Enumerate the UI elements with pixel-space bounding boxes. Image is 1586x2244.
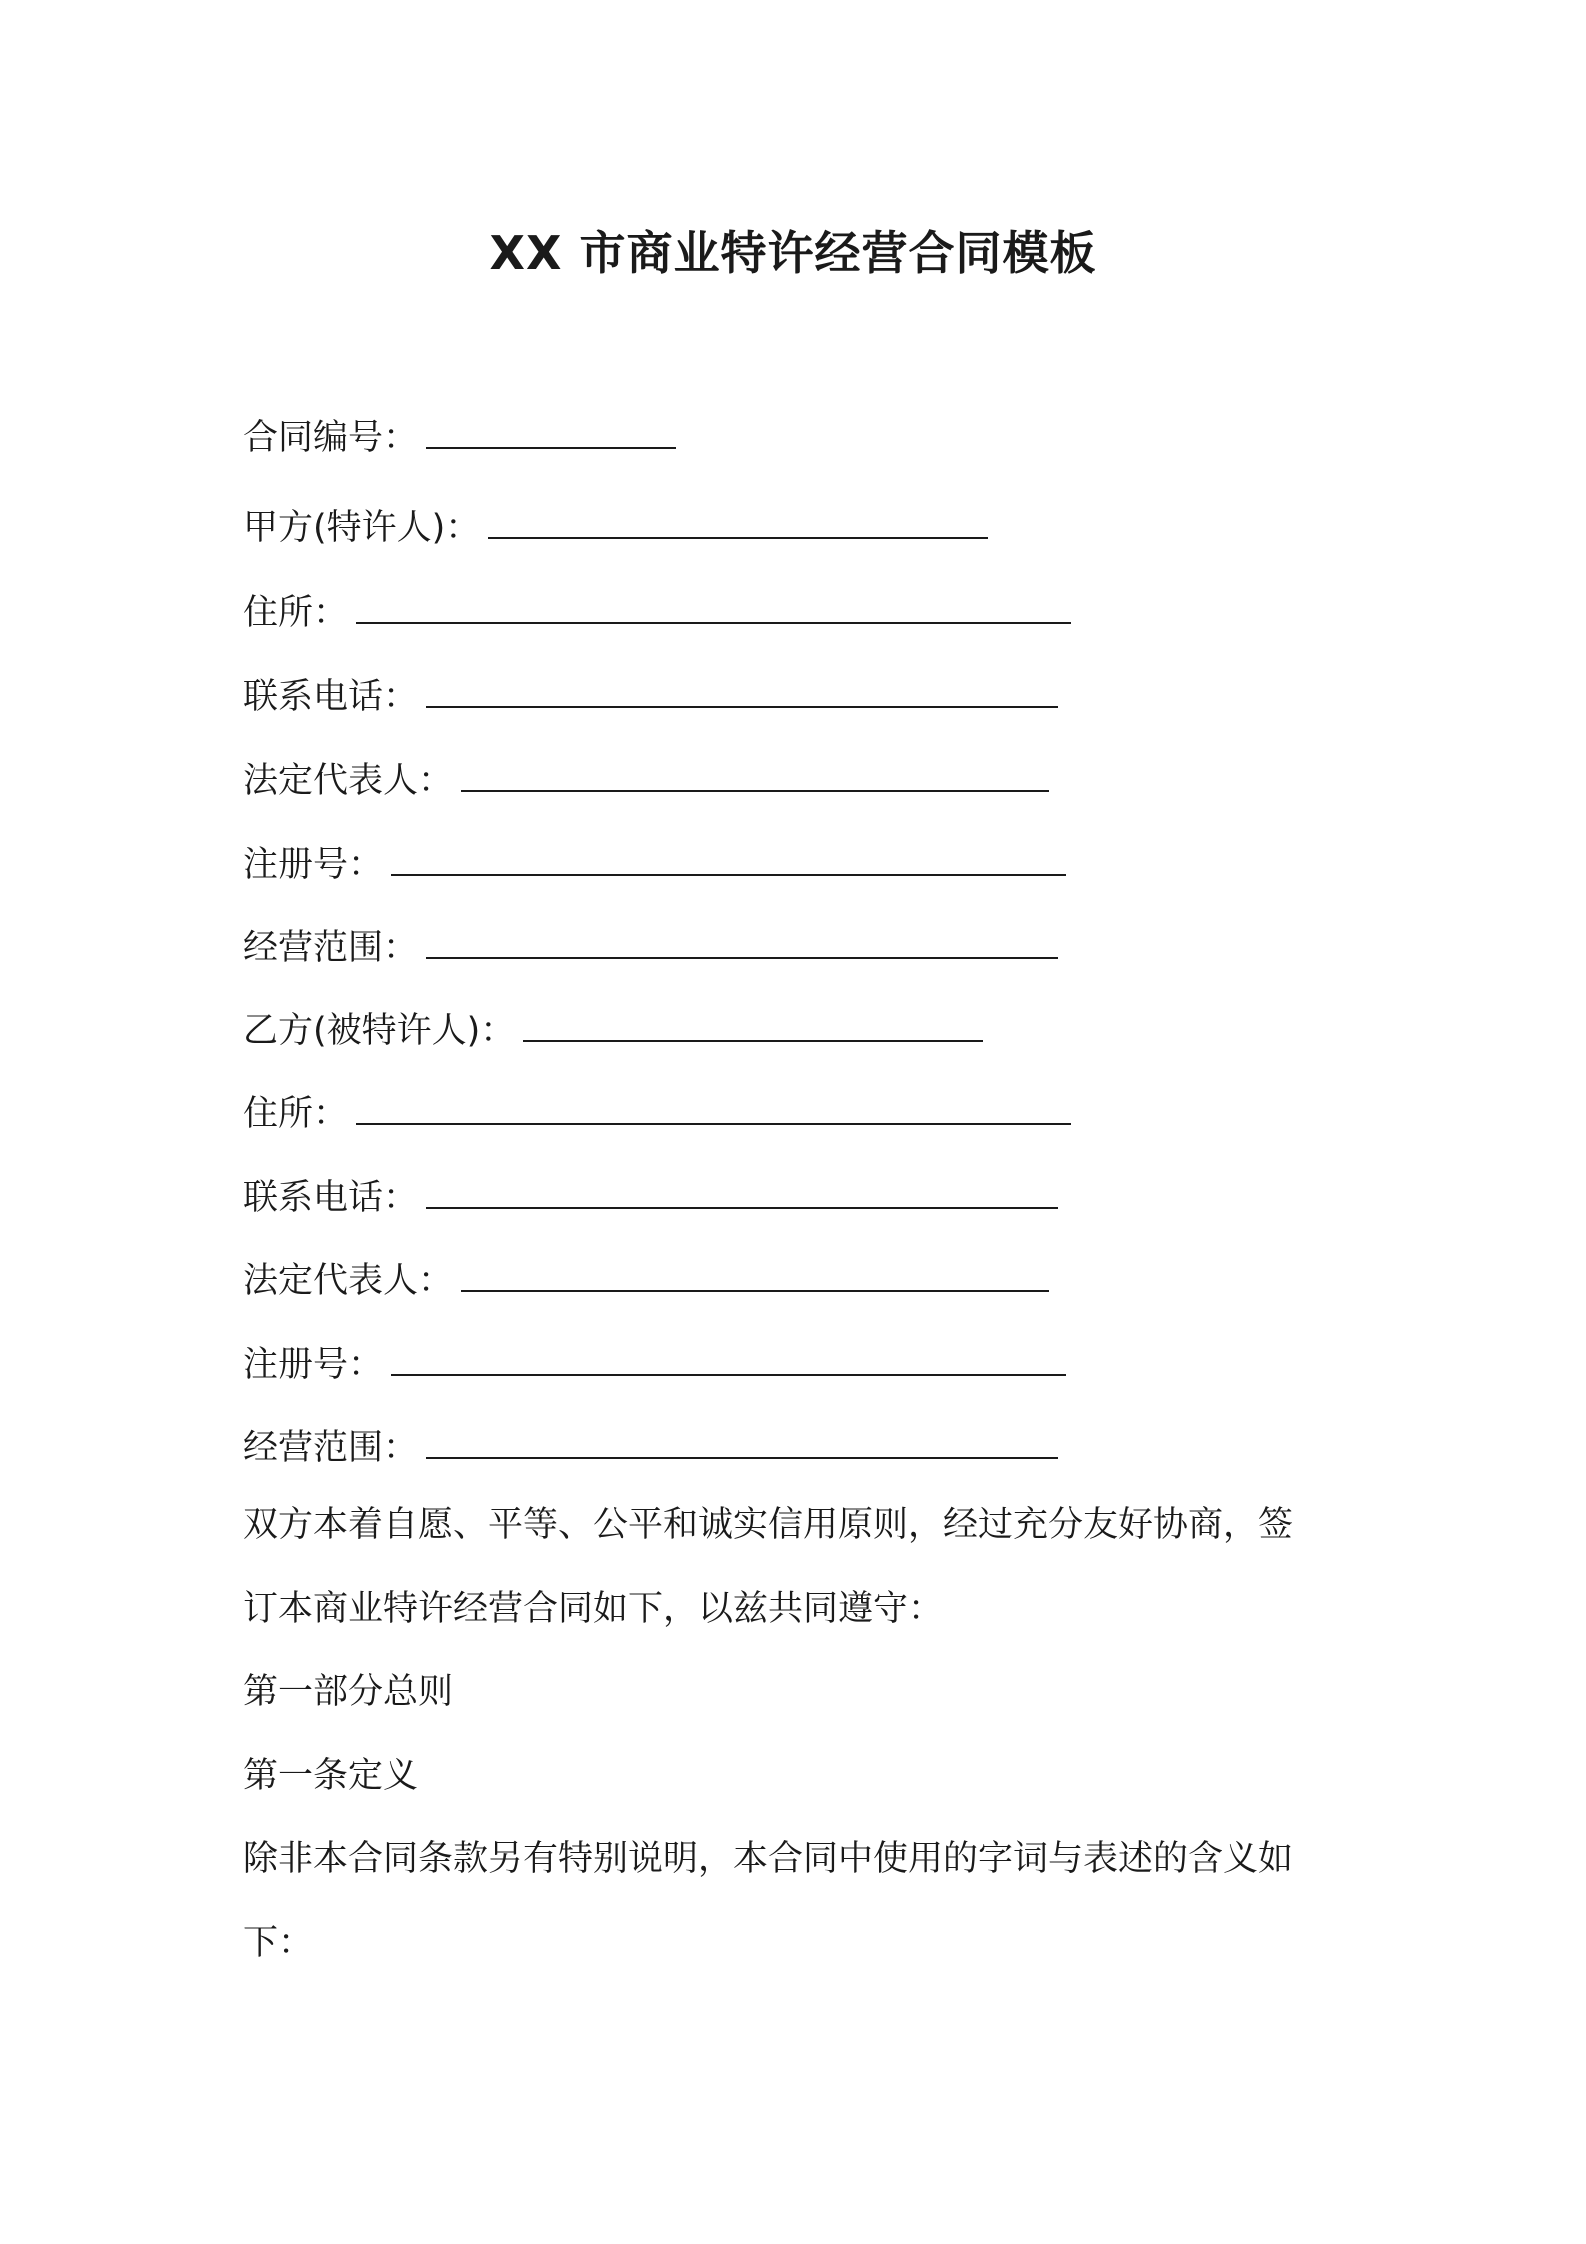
fill-blank[interactable] xyxy=(461,782,1049,792)
field-label: 经营范围： xyxy=(243,1428,419,1468)
contract-number-field xyxy=(243,413,676,463)
fill-blank[interactable] xyxy=(461,1282,1049,1292)
field-label: 注册号： xyxy=(243,845,384,885)
fill-blank[interactable] xyxy=(426,1199,1058,1209)
field-label: 联系电话： xyxy=(243,677,419,717)
party-b-phone-field xyxy=(243,1173,1058,1223)
field-label: 住所： xyxy=(243,593,349,633)
party-b-scope-field xyxy=(243,1423,1058,1473)
field-label: 乙方(被特许人)： xyxy=(243,1011,516,1051)
article-heading: 第一条定义 xyxy=(243,1756,419,1796)
intro-line-1: 双方本着自愿、平等、公平和诚实信用原则，经过充分友好协商，签 xyxy=(243,1505,1294,1545)
fill-blank[interactable] xyxy=(426,439,676,449)
part-heading: 第一部分总则 xyxy=(243,1672,454,1712)
party-a-phone-field xyxy=(243,672,1058,722)
field-label: 法定代表人： xyxy=(243,761,454,801)
fill-blank[interactable] xyxy=(356,1115,1071,1125)
party-b-address-field xyxy=(243,1089,1071,1139)
field-label: 住所： xyxy=(243,1094,349,1134)
party-a-field xyxy=(243,503,988,553)
field-label: 合同编号： xyxy=(243,418,419,458)
field-label: 注册号： xyxy=(243,1345,384,1385)
party-b-legal-rep-field xyxy=(243,1256,1049,1306)
fill-blank[interactable] xyxy=(426,1449,1058,1459)
party-a-registration-field xyxy=(243,840,1066,890)
fill-blank[interactable] xyxy=(391,866,1066,876)
field-label: 法定代表人： xyxy=(243,1261,454,1301)
party-a-address-field xyxy=(243,588,1071,638)
definition-line-1: 除非本合同条款另有特别说明，本合同中使用的字词与表述的含义如 xyxy=(243,1839,1294,1879)
definition-line-2: 下： xyxy=(243,1923,314,1963)
field-label: 经营范围： xyxy=(243,928,419,968)
document-title: XX 市商业特许经营合同模板 xyxy=(489,226,1097,280)
fill-blank[interactable] xyxy=(488,529,988,539)
intro-line-2: 订本商业特许经营合同如下，以兹共同遵守： xyxy=(243,1589,944,1629)
fill-blank[interactable] xyxy=(426,949,1058,959)
fill-blank[interactable] xyxy=(391,1366,1066,1376)
party-a-scope-field xyxy=(243,923,1058,973)
fill-blank[interactable] xyxy=(426,698,1058,708)
field-label: 甲方(特许人)： xyxy=(243,508,481,548)
party-a-legal-rep-field xyxy=(243,756,1049,806)
party-b-registration-field xyxy=(243,1340,1066,1390)
fill-blank[interactable] xyxy=(523,1032,983,1042)
party-b-field xyxy=(243,1006,983,1056)
fill-blank[interactable] xyxy=(356,614,1071,624)
field-label: 联系电话： xyxy=(243,1178,419,1218)
